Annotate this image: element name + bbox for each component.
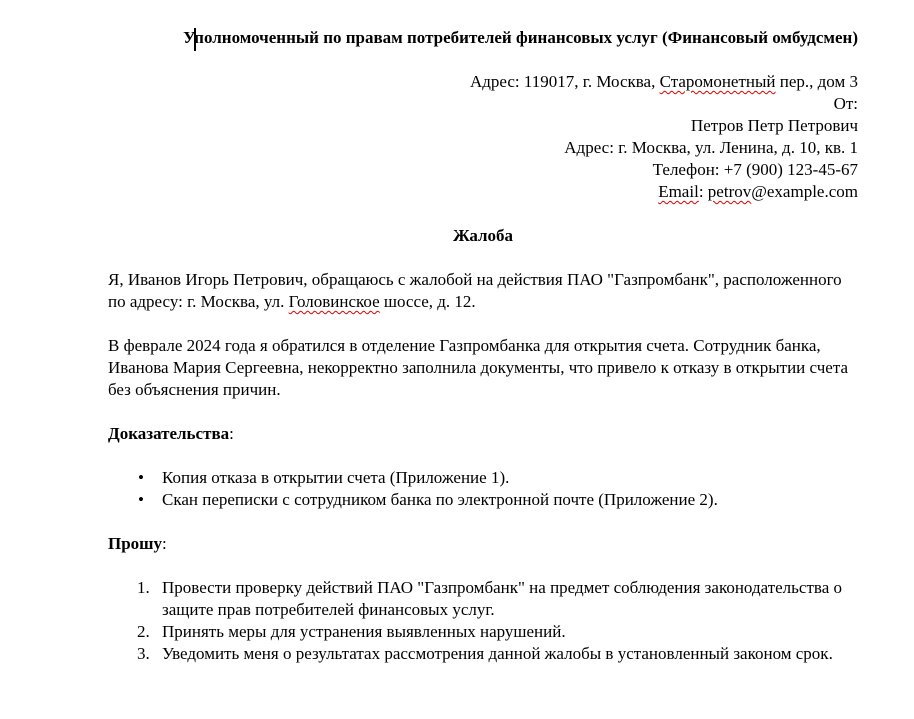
text-run: От: — [833, 94, 858, 113]
request-item — [108, 643, 858, 665]
complaint-paragraph-1 — [108, 269, 858, 313]
request-item-text: Провести проверку действий ПАО "Газпромбанк" на предмет соблюдения законодательства о защите прав потребителей финансовых услуг. — [162, 578, 842, 619]
text-run: Телефон: +7 (900) 123-45-67 — [652, 160, 858, 179]
item-number: 1. — [137, 578, 150, 597]
paragraph-spacer — [108, 555, 858, 577]
request-item-text: Принять меры для устранения выявленных нарушений. — [162, 622, 566, 641]
request-list — [108, 577, 858, 665]
request-item — [108, 621, 858, 643]
evidence-item-text: Копия отказа в открытии счета (Приложение 1). — [162, 468, 510, 487]
evidence-item — [108, 467, 858, 489]
evidence-heading-label: Доказательства — [108, 424, 230, 443]
misspelled-word: Головинское — [288, 292, 380, 311]
sender-name-line — [108, 115, 858, 137]
text-run: Адрес: г. Москва, ул. Ленина, д. 10, кв. 1 — [564, 138, 858, 157]
text-run: Адрес: 119017, г. Москва, — [469, 72, 660, 91]
misspelled-word: Email — [658, 182, 699, 201]
sender-phone-line — [108, 159, 858, 181]
text-run: шоссе, д. 12. — [379, 292, 476, 311]
evidence-item-text: Скан переписки с сотрудником банка по электронной почте (Приложение 2). — [162, 490, 718, 509]
item-number: 3. — [137, 644, 150, 663]
request-heading-colon: : — [162, 534, 167, 553]
text-run: Я, Иванов Игорь Петрович, обращаюсь с жалобой на действия ПАО "Газпромбанк", расположенного по адресу: г. Москва, ул. — [108, 270, 842, 311]
evidence-heading — [108, 423, 858, 445]
request-heading-label: Прошу — [108, 534, 163, 553]
request-item-text: Уведомить меня о результатах рассмотрения данной жалобы в установленный законом срок. — [162, 644, 833, 663]
evidence-list — [108, 467, 858, 511]
misspelled-word: Старомонетный — [659, 72, 776, 91]
sender-email-line — [108, 181, 858, 203]
text-run: @example.com — [751, 182, 858, 201]
request-item — [108, 577, 858, 621]
misspelled-word: petrov — [707, 182, 752, 201]
text-run: : — [698, 182, 708, 201]
evidence-heading-colon: : — [229, 424, 234, 443]
bullet-marker: • — [138, 490, 144, 509]
paragraph-spacer — [108, 313, 858, 335]
request-heading — [108, 533, 858, 555]
paragraph-spacer — [108, 511, 858, 533]
from-label-line — [108, 93, 858, 115]
recipient-address-line — [108, 71, 858, 93]
paragraph-spacer — [108, 445, 858, 467]
complaint-paragraph-2: В феврале 2024 года я обратился в отделение Газпромбанка для открытия счета. Сотрудник банка, Иванова Мария Сергеевна, некорректно заполнила документы, что привело к отказу в открытии счета без объяснения причин. — [108, 336, 849, 399]
recipient-title: Уполномоченный по правам потребителей финансовых услуг (Финансовый омбудсмен) — [183, 28, 858, 47]
bullet-marker: • — [138, 468, 144, 487]
sender-address-line — [108, 137, 858, 159]
document-content — [108, 27, 858, 665]
paragraph-spacer — [108, 247, 858, 269]
evidence-item — [108, 489, 858, 511]
subject-heading: Жалоба — [452, 226, 514, 245]
text-run: пер., дом 3 — [775, 72, 858, 91]
paragraph-spacer — [108, 401, 858, 423]
paragraph-spacer — [108, 49, 858, 71]
paragraph-spacer — [108, 203, 858, 225]
text-run: Петров Петр Петрович — [690, 116, 858, 135]
item-number: 2. — [137, 622, 150, 641]
